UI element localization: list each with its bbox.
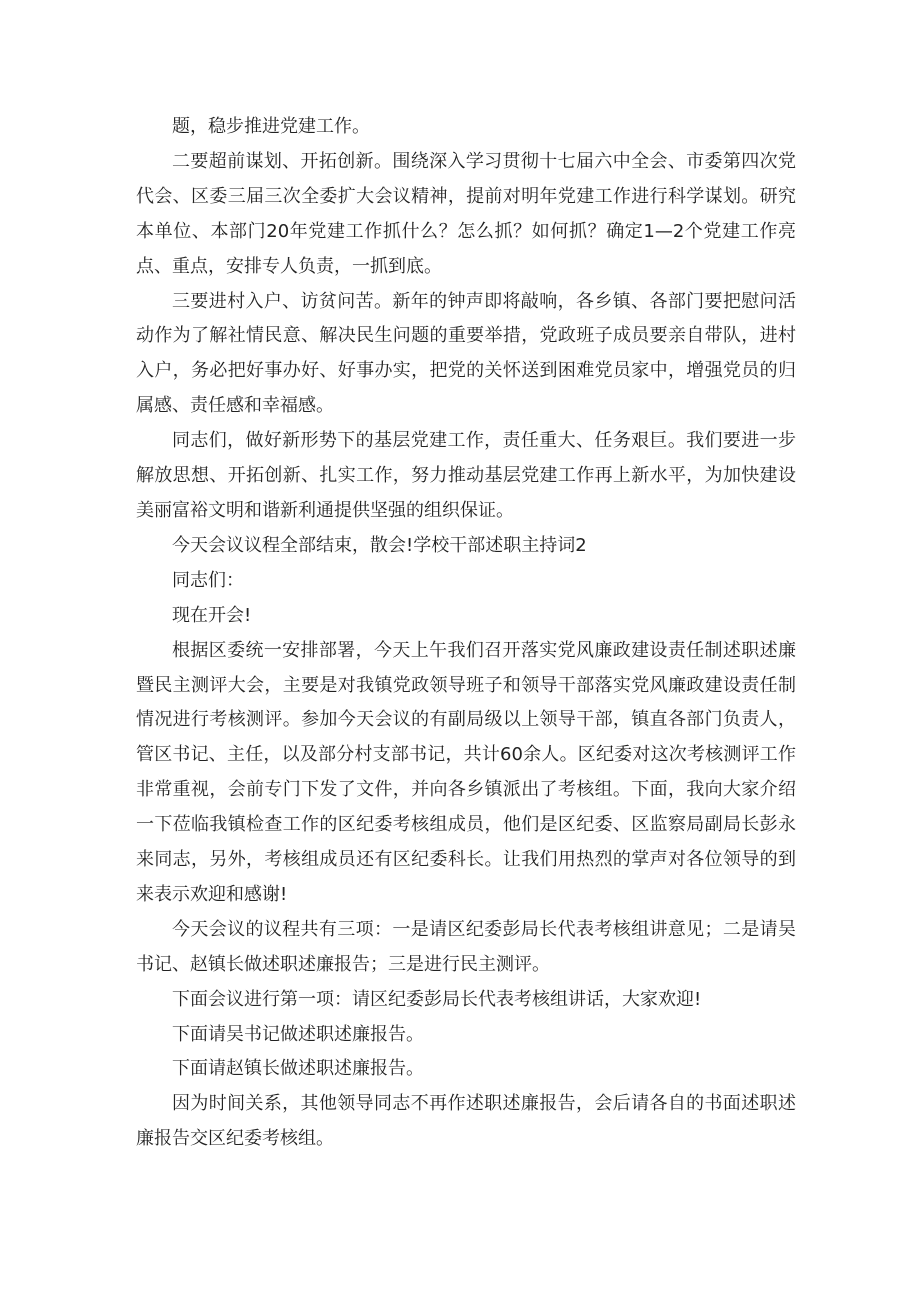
paragraph-written-reports: 因为时间关系，其他领导同志不再作述职述廉报告，会后请各自的书面述职述廉报告交区纪委考核组。 [136, 1093, 796, 1150]
paragraph-planning: 二要超前谋划、开拓创新。围绕深入学习贯彻十七届六中全会、市委第四次党代会、区委三届三次全委扩大会议精神，提前对明年党建工作进行科学谋划。研究本单位、本部门20年党建工作抓什么？怎么抓？如何抓？确定1—2个党建工作亮点、重点，安排专人负责，一抓到底。 [136, 150, 796, 277]
paragraph-visits: 三要进村入户、访贫问苦。新年的钟声即将敲响，各乡镇、各部门要把慰问活动作为了解社情民意、解决民生问题的重要举措，党政班子成员要亲自带队，进村入户，务必把好事办好、好事办实，把党的关怀送到困难党员家中，增强党员的归属感、责任感和幸福感。 [136, 290, 796, 417]
paragraph-agenda: 今天会议的议程共有三项：一是请区纪委彭局长代表考核组讲意见；二是请吴书记、赵镇长做述职述廉报告；三是进行民主测评。 [136, 918, 796, 975]
paragraph-open-meeting: 现在开会! [172, 604, 252, 626]
paragraph-item-one: 下面会议进行第一项：请区纪委彭局长代表考核组讲话，大家欢迎! [172, 988, 702, 1010]
paragraph-comrades-summary: 同志们，做好新形势下的基层党建工作，责任重大、任务艰巨。我们要进一步解放思想、开拓创新、扎实工作，努力推动基层党建工作再上新水平，为加快建设美丽富裕文明和谐新利通提供坚强的组织保证。 [136, 430, 796, 521]
paragraph-greeting: 同志们： [172, 569, 244, 591]
paragraph-wu-report: 下面请吴书记做述职述廉报告。 [172, 1023, 424, 1045]
paragraph-zhao-report: 下面请赵镇长做述职述廉报告。 [172, 1058, 424, 1080]
paragraph-continuation: 题，稳步推进党建工作。 [172, 116, 370, 137]
paragraph-adjourn-title: 今天会议议程全部结束，散会!学校干部述职主持词2 [172, 534, 587, 556]
paragraph-introduction: 根据区委统一安排部署，今天上午我们召开落实党风廉政建设责任制述职述廉暨民主测评大会，主要是对我镇党政领导班子和领导干部落实党风廉政建设责任制情况进行考核测评。参加今天会议的有副局级以上领导干部，镇直各部门负责人，管区书记、主任，以及部分村支部书记，共计60余人。区纪委对这次考核测评工作非常重视，会前专门下发了文件，并向各乡镇派出了考核组。下面，我向大家介绍一下莅临我镇检查工作的区纪委考核组成员，他们是区纪委、区监察局副局长彭永来同志，另外，考核组成员还有区纪委科长。让我们用热烈的掌声对各位领导的到来表示欢迎和感谢! [136, 639, 796, 905]
document-body [136, 110, 796, 1157]
